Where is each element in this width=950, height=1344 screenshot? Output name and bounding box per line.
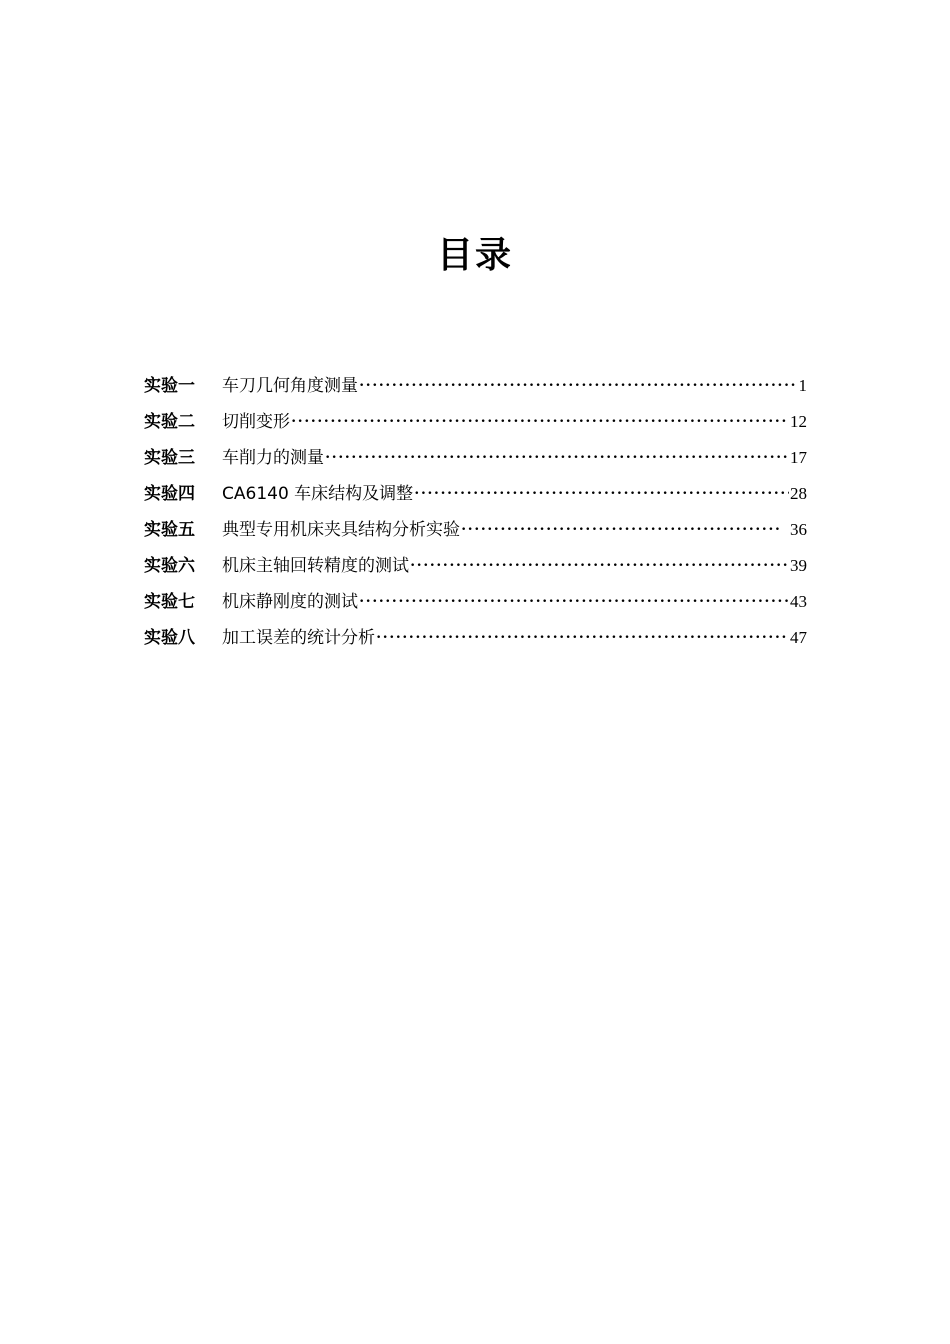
- dot-leader: [359, 368, 796, 404]
- dot-leader: [461, 512, 781, 548]
- dot-leader: [376, 620, 789, 656]
- toc-entry-title: 车削力的测量: [222, 448, 324, 468]
- toc-entry-8: [144, 620, 807, 656]
- page-title: 目录: [436, 235, 513, 276]
- toc-entry-title: 加工误差的统计分析: [222, 628, 375, 648]
- dot-leader: [414, 476, 789, 512]
- toc-entry-page: 43: [790, 592, 807, 611]
- toc-entry-page: 39: [790, 556, 807, 575]
- toc-entry-page: 47: [790, 628, 807, 647]
- dot-leader: [291, 404, 789, 440]
- toc-entry-label: 实验七: [144, 592, 195, 612]
- dot-leader: [359, 584, 789, 620]
- toc-entry-page: 17: [790, 448, 807, 467]
- toc-entry-label: 实验一: [144, 376, 195, 396]
- toc-entry-title: CA6140 车床结构及调整: [222, 484, 414, 504]
- dot-leader: [325, 440, 789, 476]
- dot-leader: [410, 548, 789, 584]
- toc-entry-title: 典型专用机床夹具结构分析实验: [222, 520, 460, 540]
- toc-entry-1: [144, 368, 807, 404]
- toc-entry-page: 36: [790, 520, 807, 539]
- toc-entry-label: 实验三: [144, 448, 195, 468]
- toc-entry-6: [144, 548, 807, 584]
- toc-entry-label: 实验四: [144, 484, 195, 504]
- toc-entry-label: 实验八: [144, 628, 195, 648]
- toc-entry-title: 切削变形: [222, 412, 290, 432]
- toc-entry-title: 机床主轴回转精度的测试: [222, 556, 409, 576]
- toc-entry-3: [144, 440, 807, 476]
- toc-entry-page: 12: [790, 412, 807, 431]
- toc-entry-7: [144, 584, 807, 620]
- toc-entry-title: 车刀几何角度测量: [222, 376, 358, 396]
- toc-entry-2: [144, 404, 807, 440]
- table-of-contents: [144, 368, 807, 656]
- toc-entry-title: 机床静刚度的测试: [222, 592, 358, 612]
- toc-entry-page: 1: [798, 376, 807, 395]
- toc-entry-label: 实验六: [144, 556, 195, 576]
- toc-entry-label: 实验二: [144, 412, 195, 432]
- toc-entry-4: [144, 476, 807, 512]
- toc-entry-label: 实验五: [144, 520, 195, 540]
- toc-entry-5: [144, 512, 807, 548]
- toc-entry-page: 28: [790, 484, 807, 503]
